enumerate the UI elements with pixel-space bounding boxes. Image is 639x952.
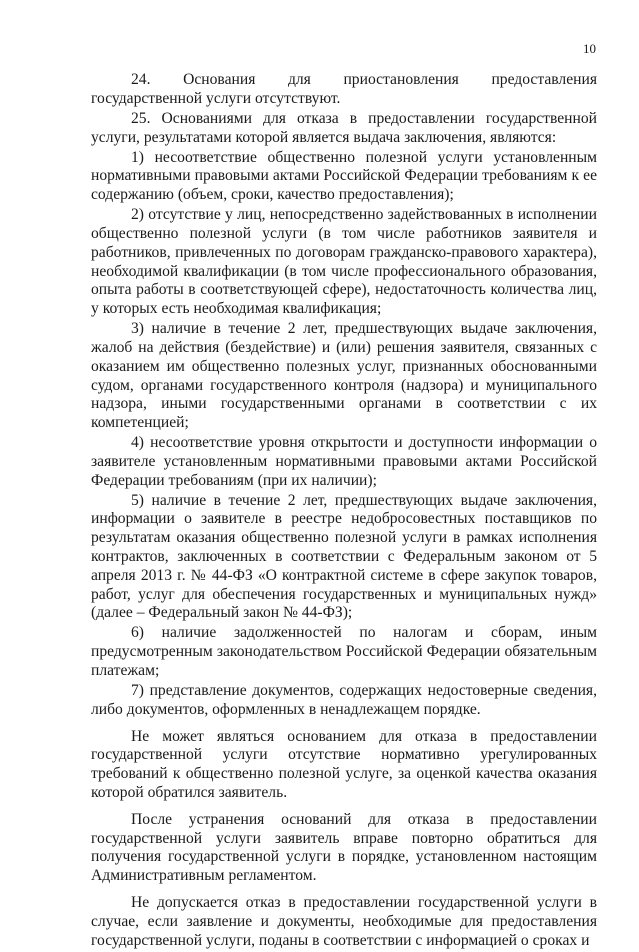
list-item-1: 1) несоответствие общественно полезной услуги установленным нормативными правовыми актами Российской Федерации требованиям к ее содержанию (объем, сроки, качество предоставления); [91, 148, 597, 204]
list-item-5: 5) наличие в течение 2 лет, предшествующих выдаче заключения, информации о заявителе в реестре недобросовестных поставщиков по результатам оказания общественно полезной услуги в рамках исполнения контрактов, заключенных в соответствии с Федеральным законом от 5 апреля 2013 г. № 44-ФЗ «О контрактной системе в сфере закупок товаров, работ, услуг для обеспечения государственных и муниципальных нужд» (далее – Федеральный закон № 44-ФЗ); [91, 491, 597, 622]
paragraph-24-suspension-grounds: 24. Основания для приостановления предоставления государственной услуги отсутствуют. [91, 71, 597, 107]
list-item-3: 3) наличие в течение 2 лет, предшествующих выдаче заключения, жалоб на действия (бездействие) и (или) решения заявителя, связанных с оказанием им общественно полезных услуг, признанных обоснованными судом, органами государственного контроля (надзора) и муниципального надзора, иными государственными органами в соответствии с их компетенцией; [91, 320, 597, 432]
list-item-7: 7) представление документов, содержащих недостоверные сведения, либо документов, оформленных в ненадлежащем порядке. [91, 682, 597, 718]
paragraph-refusal-not-allowed: Не допускается отказ в предоставлении государственной услуги в случае, если заявление и документы, необходимые для предоставления государственной услуги, поданы в соответствии с информацией о сроках и [91, 893, 597, 949]
list-item-2: 2) отсутствие у лиц, непосредственно задействованных в исполнении общественно полезной услуги (в том числе работников заявителя и работников, привлеченных по договорам гражданско-правового характера), необходимой квалификации (в том числе профессионального образования, опыта работы в соответствующей сфере), недостаточность количества лиц, у которых есть необходимая квалификация; [91, 206, 597, 318]
paragraph-no-refusal-basis: Не может являться основанием для отказа в предоставлении государственной услуги отсутствие нормативно урегулированных требований к общественно полезной услуге, за оценкой качества оказания которой обратился заявитель. [91, 727, 597, 801]
document-body [91, 71, 597, 952]
list-item-6: 6) наличие задолженностей по налогам и сборам, иным предусмотренным законодательством Российской Федерации обязательным платежам; [91, 624, 597, 680]
list-item-4: 4) несоответствие уровня открытости и доступности информации о заявителе установленным нормативными правовыми актами Российской Федерации требованиям (при их наличии); [91, 434, 597, 489]
paragraph-25-refusal-grounds: 25. Основаниями для отказа в предоставлении государственной услуги, результатами которой является выдача заключения, являются: [91, 109, 597, 146]
paragraph-reapplication: После устранения оснований для отказа в предоставлении государственной услуги заявитель вправе повторно обратиться для получения государственной услуги в порядке, установленном настоящим Административным регламентом. [91, 810, 597, 885]
page-number: 10 [583, 41, 596, 56]
